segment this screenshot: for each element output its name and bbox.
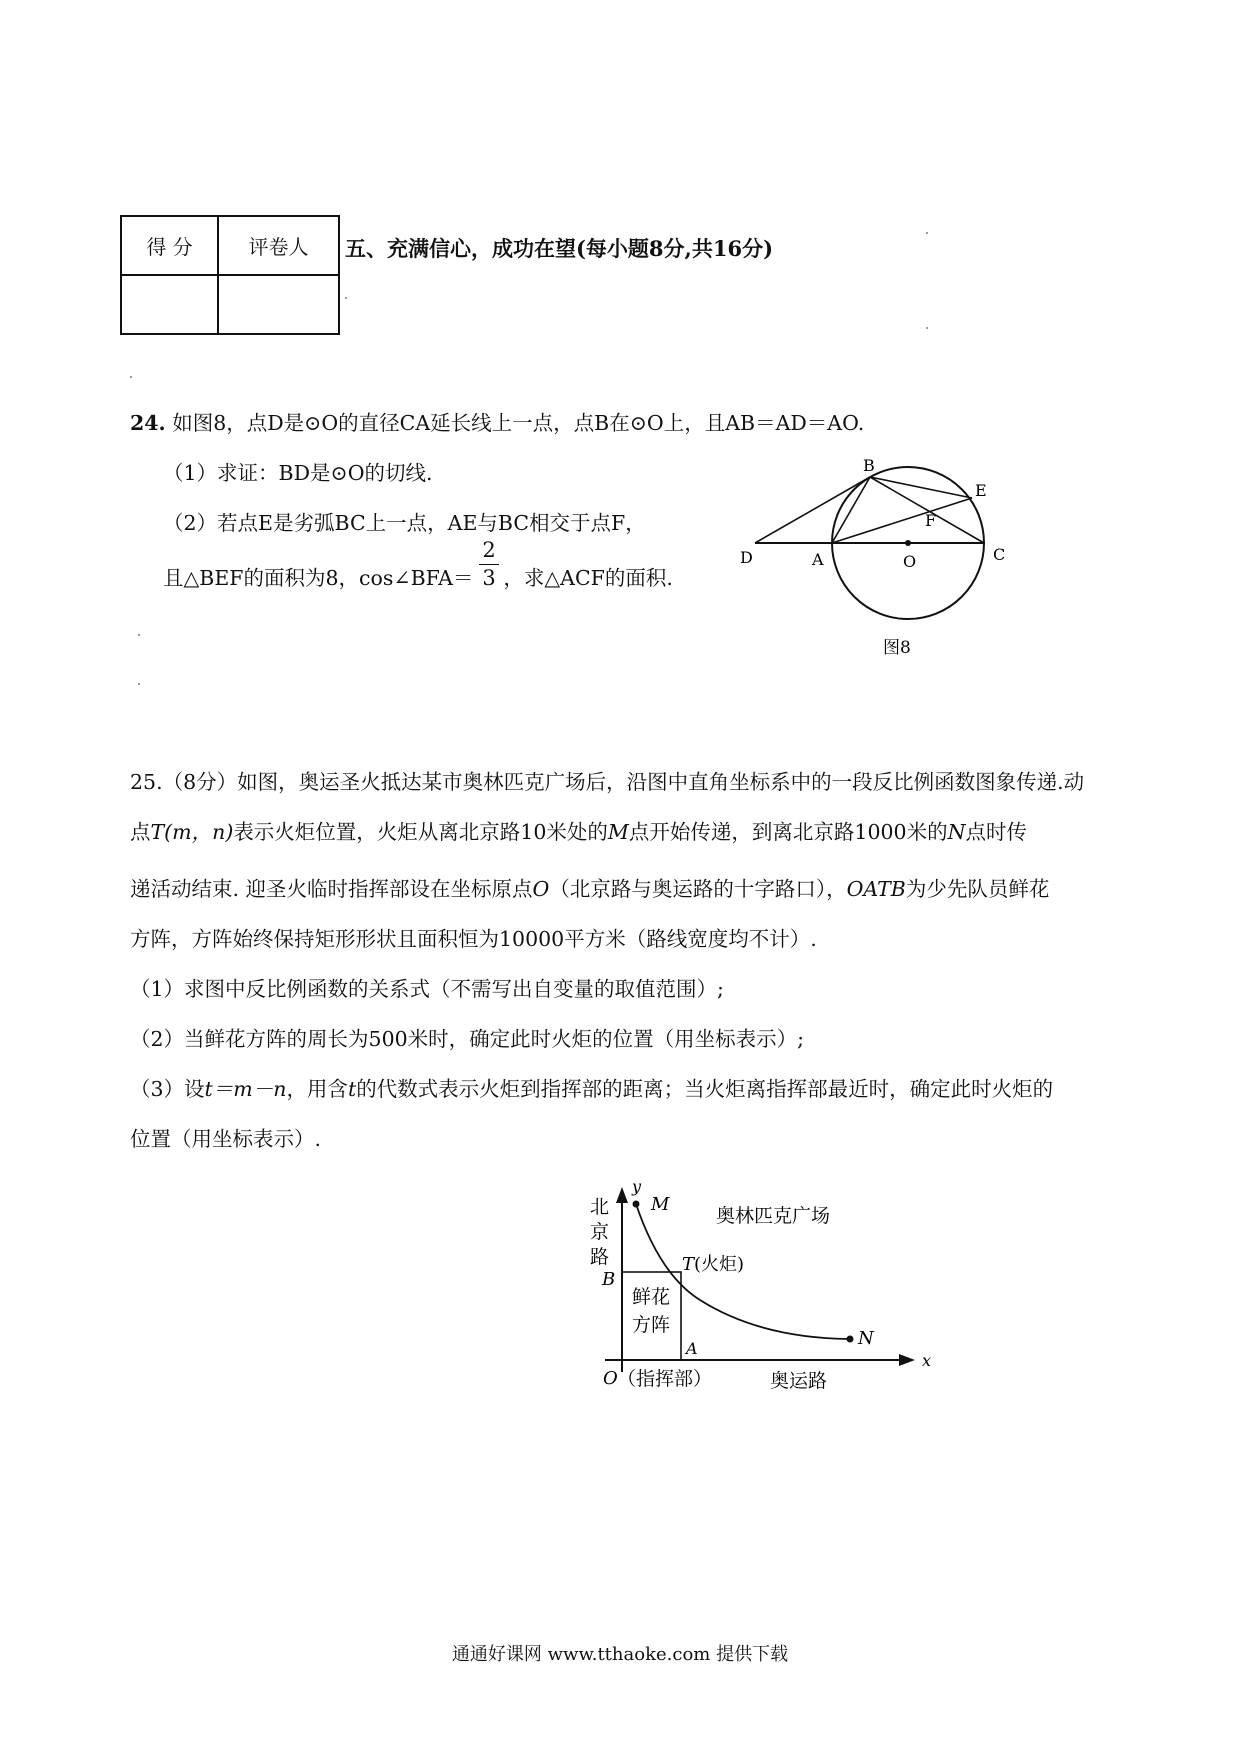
q24-part2b-pre: 且△BEF的面积为8，cos∠BFA＝	[163, 566, 474, 590]
score-cell[interactable]	[121, 275, 218, 334]
formation-2: 方阵	[632, 1314, 671, 1336]
road-y-2: 京	[590, 1221, 610, 1243]
section-heading: 五、充满信心，成功在望(每小题8分,共16分)	[345, 236, 774, 261]
q25-line4: 方阵，方阵始终保持矩形形状且面积恒为10000平方米（路线宽度均不计）.	[130, 927, 817, 951]
label-d: D	[740, 548, 753, 567]
q24-part2: （2）若点E是劣弧BC上一点，AE与BC相交于点F，	[163, 511, 646, 535]
label-a: A	[686, 1339, 698, 1358]
q25-part3b: 位置（用坐标表示）.	[130, 1127, 322, 1151]
point-n	[847, 1336, 854, 1343]
line-db	[755, 477, 870, 543]
line-be	[870, 477, 972, 498]
q25-t-var: t	[347, 1077, 357, 1101]
label-b: B	[863, 456, 875, 475]
x-axis-label: x	[922, 1351, 932, 1370]
road-x-label: 奥运路	[770, 1370, 828, 1392]
q25-line3-a: 递活动结束. 迎圣火临时指挥部设在坐标原点	[130, 877, 533, 901]
scan-dot	[138, 634, 140, 636]
label-t-note: (火炬)	[694, 1254, 745, 1275]
road-y-1: 北	[590, 1196, 610, 1218]
figure-8-caption: 图8	[883, 638, 911, 658]
line-ae	[832, 498, 972, 543]
fraction-bar	[479, 564, 499, 565]
label-b: B	[602, 1269, 616, 1290]
q25-figure	[580, 1180, 950, 1405]
figure-8	[730, 445, 1020, 665]
line-bc	[870, 477, 984, 543]
q25-part3-e: 的代数式表示火炬到指挥部的距离；当火炬离指挥部最近时，确定此时火炬的	[356, 1077, 1054, 1101]
q25-part3-c: ，用含	[286, 1077, 348, 1101]
scan-dot	[130, 376, 132, 378]
scan-dot	[345, 297, 347, 299]
q24-stem-text: 如图8，点D是⊙O的直径CA延长线上一点，点B在⊙O上，且AB＝AD＝AO.	[172, 411, 865, 435]
label-t: T	[682, 1254, 695, 1275]
q25-line2-g: 点时传	[965, 820, 1028, 844]
q25-point-m: M	[607, 820, 629, 844]
fraction-numerator: 2	[482, 538, 496, 562]
q24-fraction	[479, 540, 499, 589]
q25-line2-a: 点	[130, 820, 151, 844]
center-point	[905, 540, 911, 546]
label-n: N	[858, 1328, 874, 1349]
q25-line2	[130, 815, 1027, 845]
q25-part2: （2）当鲜花方阵的周长为500米时，确定此时火炬的位置（用坐标表示）;	[130, 1027, 805, 1051]
y-axis-arrow	[616, 1187, 628, 1203]
q24-stem	[130, 406, 864, 436]
grader-header: 评卷人	[218, 216, 339, 275]
q25-line2-e: 点开始传递，到离北京路1000米的	[628, 820, 948, 844]
q24-part2b	[163, 561, 673, 591]
q25-point-t: T(m，n)	[150, 820, 234, 844]
label-e: E	[975, 481, 987, 500]
formation-1: 鲜花	[632, 1286, 671, 1308]
q25-part3-a: （3）设	[130, 1077, 205, 1101]
label-c: C	[993, 545, 1006, 564]
q25-line2-c: 表示火炬位置，火炬从离北京路10米处的	[233, 820, 608, 844]
q25-t-def: t＝m－n	[204, 1077, 287, 1101]
q25-part3	[130, 1072, 1053, 1102]
q25-line1: 25.（8分）如图，奥运圣火抵达某市奥林匹克广场后，沿图中直角坐标系中的一段反比例函数图象传递.动	[130, 770, 1085, 794]
grader-cell[interactable]	[218, 275, 339, 334]
score-header: 得 分	[121, 216, 218, 275]
label-f: F	[925, 511, 937, 530]
footer: 通通好课网 www.tthaoke.com 提供下载	[451, 1644, 789, 1665]
hq-label: （指挥部）	[617, 1368, 713, 1390]
label-o: O	[603, 1368, 618, 1389]
plaza-label: 奥林匹克广场	[716, 1205, 831, 1227]
q25-rect-oatb: OATB	[846, 877, 906, 901]
label-o: O	[903, 552, 917, 571]
q25-point-o: O	[532, 877, 550, 901]
scan-dot	[926, 232, 928, 234]
road-y-3: 路	[590, 1246, 610, 1268]
y-axis-label: y	[632, 1180, 642, 1196]
scan-dot	[926, 327, 928, 329]
q24-part1: （1）求证：BD是⊙O的切线.	[163, 461, 433, 485]
q24-part2b-post: ，求△ACF的面积.	[503, 566, 673, 590]
q25-point-n: N	[947, 820, 966, 844]
score-table	[120, 215, 340, 335]
point-m	[633, 1201, 640, 1208]
label-m: M	[651, 1194, 670, 1215]
x-axis-arrow	[899, 1354, 915, 1366]
q25-part1: （1）求图中反比例函数的关系式（不需写出自变量的取值范围）;	[130, 977, 724, 1001]
fraction-denominator: 3	[482, 566, 496, 590]
q25-line3	[130, 872, 1049, 902]
scan-dot	[138, 683, 140, 685]
q24-number: 24.	[130, 411, 166, 435]
q25-line3-c: （北京路与奥运路的十字路口），	[549, 877, 847, 901]
q25-line3-e: 为少先队员鲜花	[905, 877, 1050, 901]
label-a: A	[812, 550, 824, 569]
